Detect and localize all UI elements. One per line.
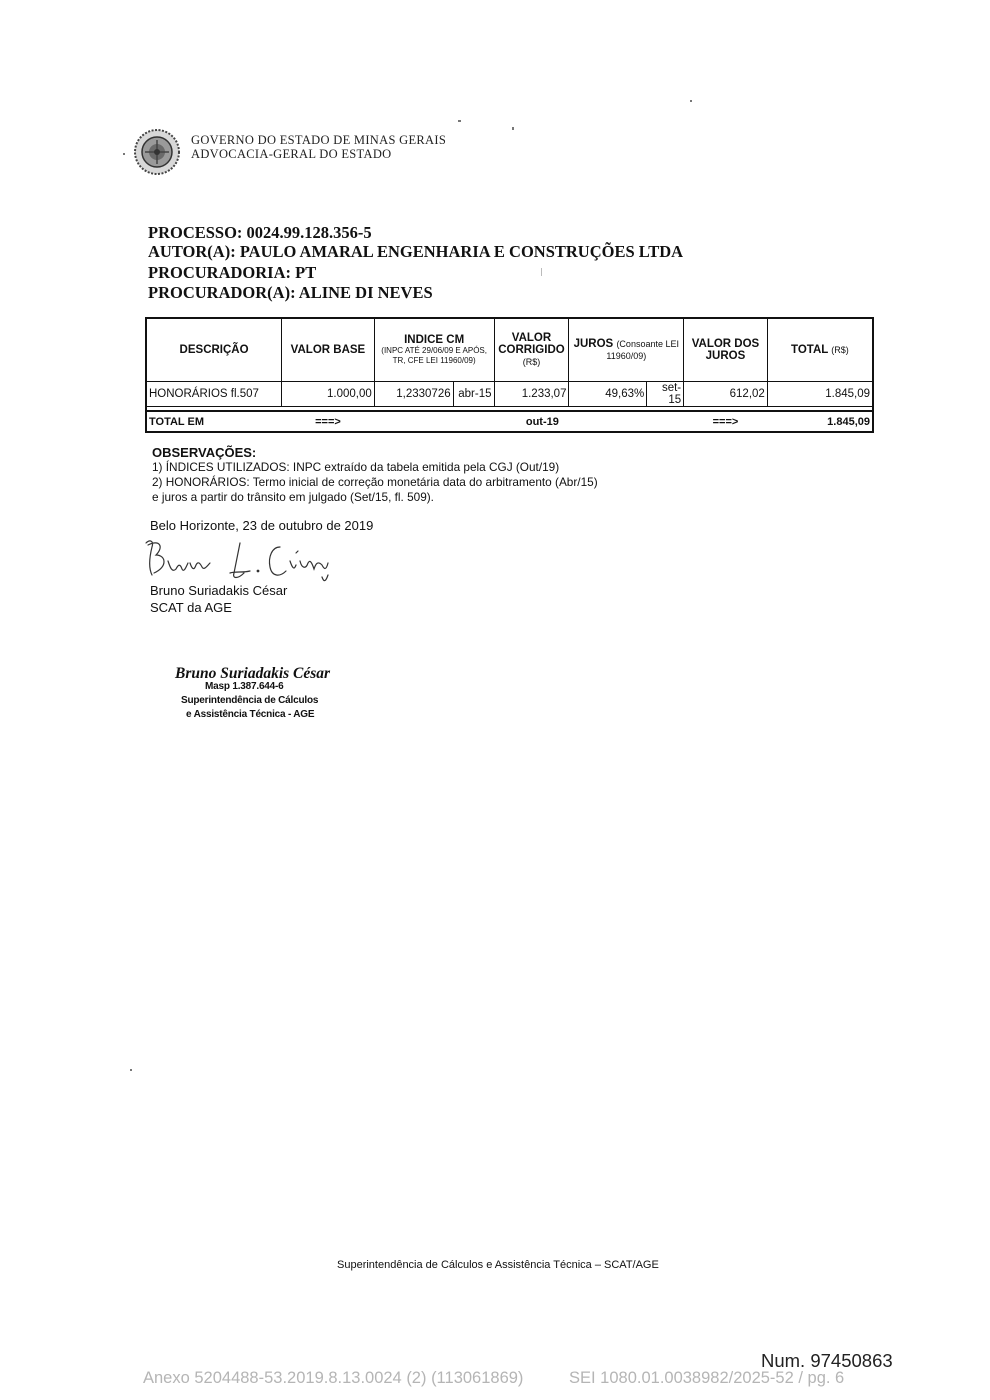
cell-valor-juros: 612,02 <box>684 382 768 407</box>
stamp-department-line: e Assistência Técnica - AGE <box>186 709 315 720</box>
total-date: out-19 <box>494 411 647 432</box>
cell-valor-corrigido: 1.233,07 <box>494 382 569 407</box>
calculation-table <box>145 317 874 433</box>
cell-indice: 1,2330726 <box>374 382 453 407</box>
government-name: GOVERNO DO ESTADO DE MINAS GERAIS <box>191 133 447 147</box>
procuradoria: PROCURADORIA: PT <box>148 263 317 282</box>
scan-speck <box>690 100 692 102</box>
stamp-masp: Masp 1.387.644-6 <box>205 681 284 692</box>
total-arrow: ===> <box>684 411 768 432</box>
procurador-name: PROCURADOR(A): ALINE DI NEVES <box>148 283 433 302</box>
author-name: AUTOR(A): PAULO AMARAL ENGENHARIA E CONSTRUÇÕES LTDA <box>148 242 684 261</box>
observation-line: e juros a partir do trânsito em julgado (Set/15, fl. 509). <box>152 490 434 504</box>
header-juros: JUROS (Consoante LEI 11960/09) <box>569 318 684 382</box>
signer-name: Bruno Suriadakis César <box>150 583 288 598</box>
signer-department: SCAT da AGE <box>150 600 232 615</box>
place-date: Belo Horizonte, 23 de outubro de 2019 <box>150 518 374 533</box>
scan-speck <box>130 1069 132 1071</box>
header-valor-juros: VALOR DOS JUROS <box>684 318 768 382</box>
table-header-row <box>146 318 873 382</box>
observation-line: 1) ÍNDICES UTILIZADOS: INPC extraído da tabela emitida pela CGJ (Out/19) <box>152 460 560 474</box>
sei-reference: SEI 1080.01.0038982/2025-52 / pg. 6 <box>569 1369 845 1387</box>
table-row <box>146 382 873 407</box>
cell-total: 1.845,09 <box>767 382 873 407</box>
stamp-department-line: Superintendência de Cálculos <box>181 695 319 706</box>
state-seal-icon <box>133 128 181 176</box>
header-descricao: DESCRIÇÃO <box>146 318 282 382</box>
header-valor-base: VALOR BASE <box>282 318 375 382</box>
annex-reference: Anexo 5204488-53.2019.8.13.0024 (2) (113061869) <box>143 1369 524 1387</box>
cell-valor-base: 1.000,00 <box>282 382 375 407</box>
total-value: 1.845,09 <box>767 411 873 432</box>
cell-indice-data: abr-15 <box>453 382 494 407</box>
observations-title: OBSERVAÇÕES: <box>152 445 257 460</box>
table-total-row <box>146 411 873 432</box>
scan-speck <box>541 268 542 276</box>
total-arrow: ===> <box>282 411 375 432</box>
total-label: TOTAL EM <box>146 411 282 432</box>
document-number: Num. 97450863 <box>761 1350 893 1371</box>
stamp-name: Bruno Suriadakis César <box>175 665 331 682</box>
scan-speck <box>458 120 461 122</box>
observation-line: 2) HONORÁRIOS: Termo inicial de correção monetária data do arbitramento (Abr/15) <box>152 475 598 489</box>
cell-juros-pct: 49,63% <box>569 382 647 407</box>
scan-speck <box>512 127 514 130</box>
agency-name: ADVOCACIA-GERAL DO ESTADO <box>191 147 392 161</box>
footer-department: Superintendência de Cálculos e Assistência Técnica – SCAT/AGE <box>337 1259 659 1271</box>
cell-descricao: HONORÁRIOS fl.507 <box>146 382 282 407</box>
header-indice: INDICE CM (INPC ATÉ 29/06/09 E APÓS, TR, CFE LEI 11960/09) <box>374 318 494 382</box>
header-total: TOTAL (R$) <box>767 318 873 382</box>
scan-speck <box>123 153 125 155</box>
cell-juros-data: set-15 <box>647 382 684 407</box>
process-number: PROCESSO: 0024.99.128.356-5 <box>148 223 372 242</box>
header-valor-corrigido: VALOR CORRIGIDO (R$) <box>494 318 569 382</box>
